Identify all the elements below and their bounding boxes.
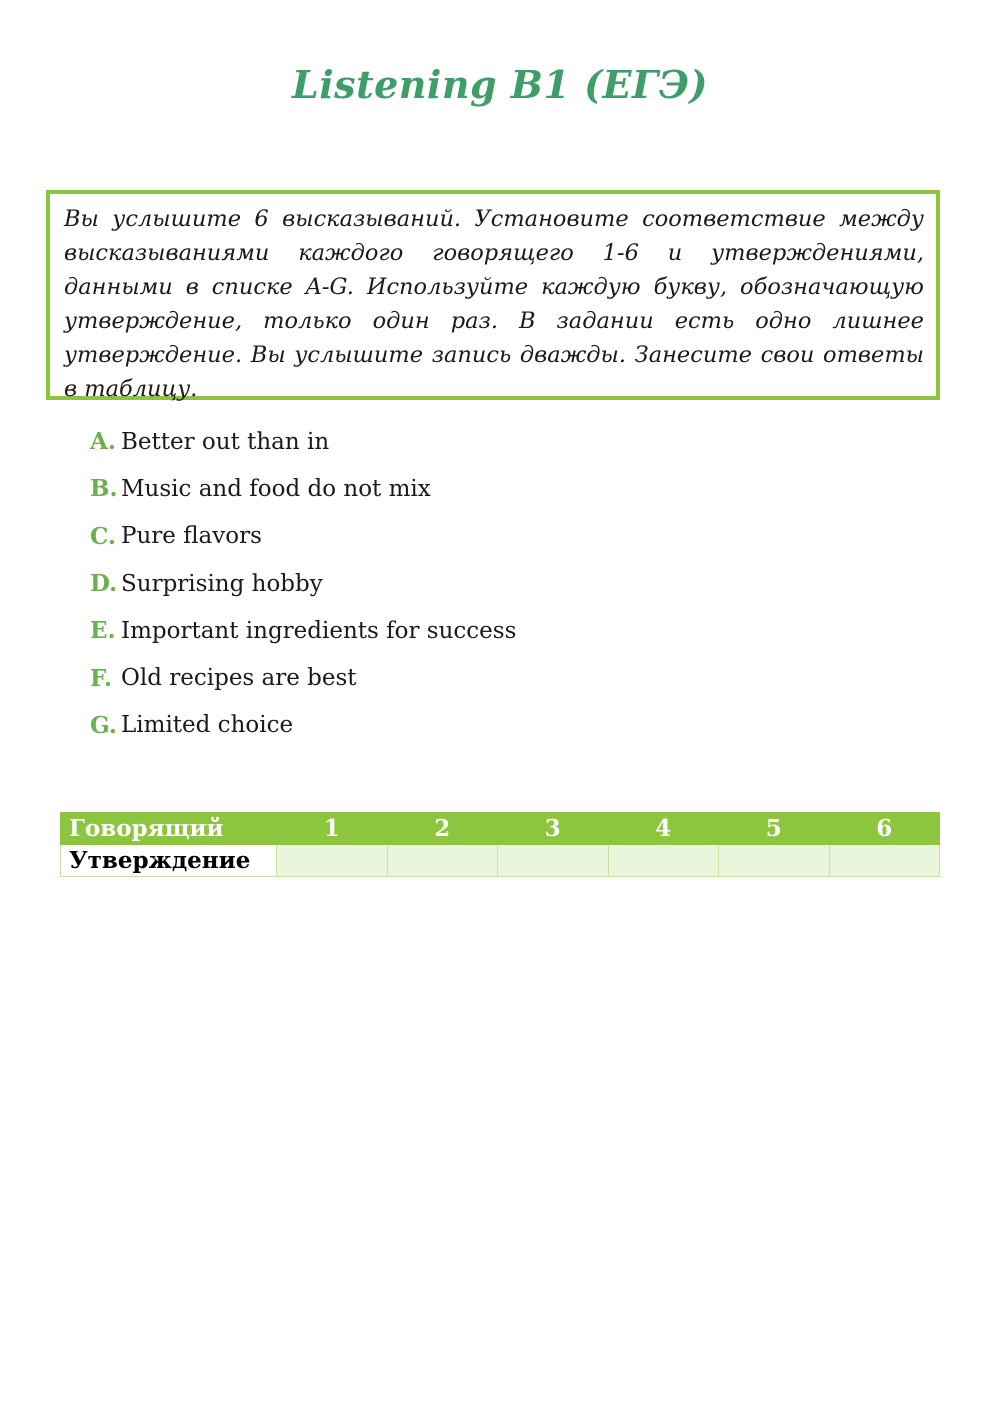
- statement-item-b: [90, 465, 950, 512]
- statement-text: Important ingredients for success: [121, 617, 517, 644]
- instructions-box: Вы услышите 6 высказываний. Установите соответствие между высказываниями каждого говорящего 1-6 и утверждениями, данными в списке A-G. Используйте каждую букву, обозначающую утверждение, только один раз. В задании есть одно лишнее утверждение. Вы услышите запись дважды. Занесите свои ответы в таблицу.: [46, 190, 940, 400]
- speaker-number: 3: [498, 813, 609, 845]
- statement-item-d: [90, 560, 950, 607]
- statement-letter: F.: [90, 664, 113, 692]
- statement-item-g: [90, 702, 950, 749]
- answer-cell-4[interactable]: [608, 845, 719, 877]
- statement-letter: E.: [90, 617, 116, 645]
- statement-row-label: Утверждение: [61, 845, 277, 877]
- speaker-number: 6: [829, 813, 940, 845]
- answer-table: [60, 812, 940, 877]
- table-answer-row: [61, 845, 940, 877]
- statement-text: Pure flavors: [121, 523, 262, 550]
- answer-cell-2[interactable]: [387, 845, 498, 877]
- answer-cell-1[interactable]: [277, 845, 388, 877]
- statement-letter: A.: [90, 428, 116, 456]
- statement-item-c: [90, 513, 950, 560]
- answer-cell-6[interactable]: [829, 845, 940, 877]
- statement-letter: D.: [90, 570, 118, 598]
- page-title: Listening B1 (ЕГЭ): [292, 62, 708, 107]
- statement-letter: C.: [90, 522, 116, 550]
- statement-text: Music and food do not mix: [121, 475, 431, 502]
- statement-list: [90, 418, 950, 749]
- speaker-number: 5: [719, 813, 830, 845]
- statement-item-a: [90, 418, 950, 465]
- statement-text: Better out than in: [121, 428, 330, 455]
- statement-text: Limited choice: [121, 712, 294, 739]
- speaker-number: 2: [387, 813, 498, 845]
- table-header-row: [61, 813, 940, 845]
- statement-item-e: [90, 607, 950, 654]
- statement-text: Old recipes are best: [121, 665, 357, 692]
- speaker-header-label: Говорящий: [61, 813, 277, 845]
- speaker-number: 4: [608, 813, 719, 845]
- answer-cell-5[interactable]: [719, 845, 830, 877]
- answer-cell-3[interactable]: [498, 845, 609, 877]
- statement-letter: B.: [90, 475, 118, 503]
- speaker-number: 1: [277, 813, 388, 845]
- statement-item-f: [90, 654, 950, 701]
- statement-letter: G.: [90, 711, 117, 739]
- statement-text: Surprising hobby: [121, 570, 323, 597]
